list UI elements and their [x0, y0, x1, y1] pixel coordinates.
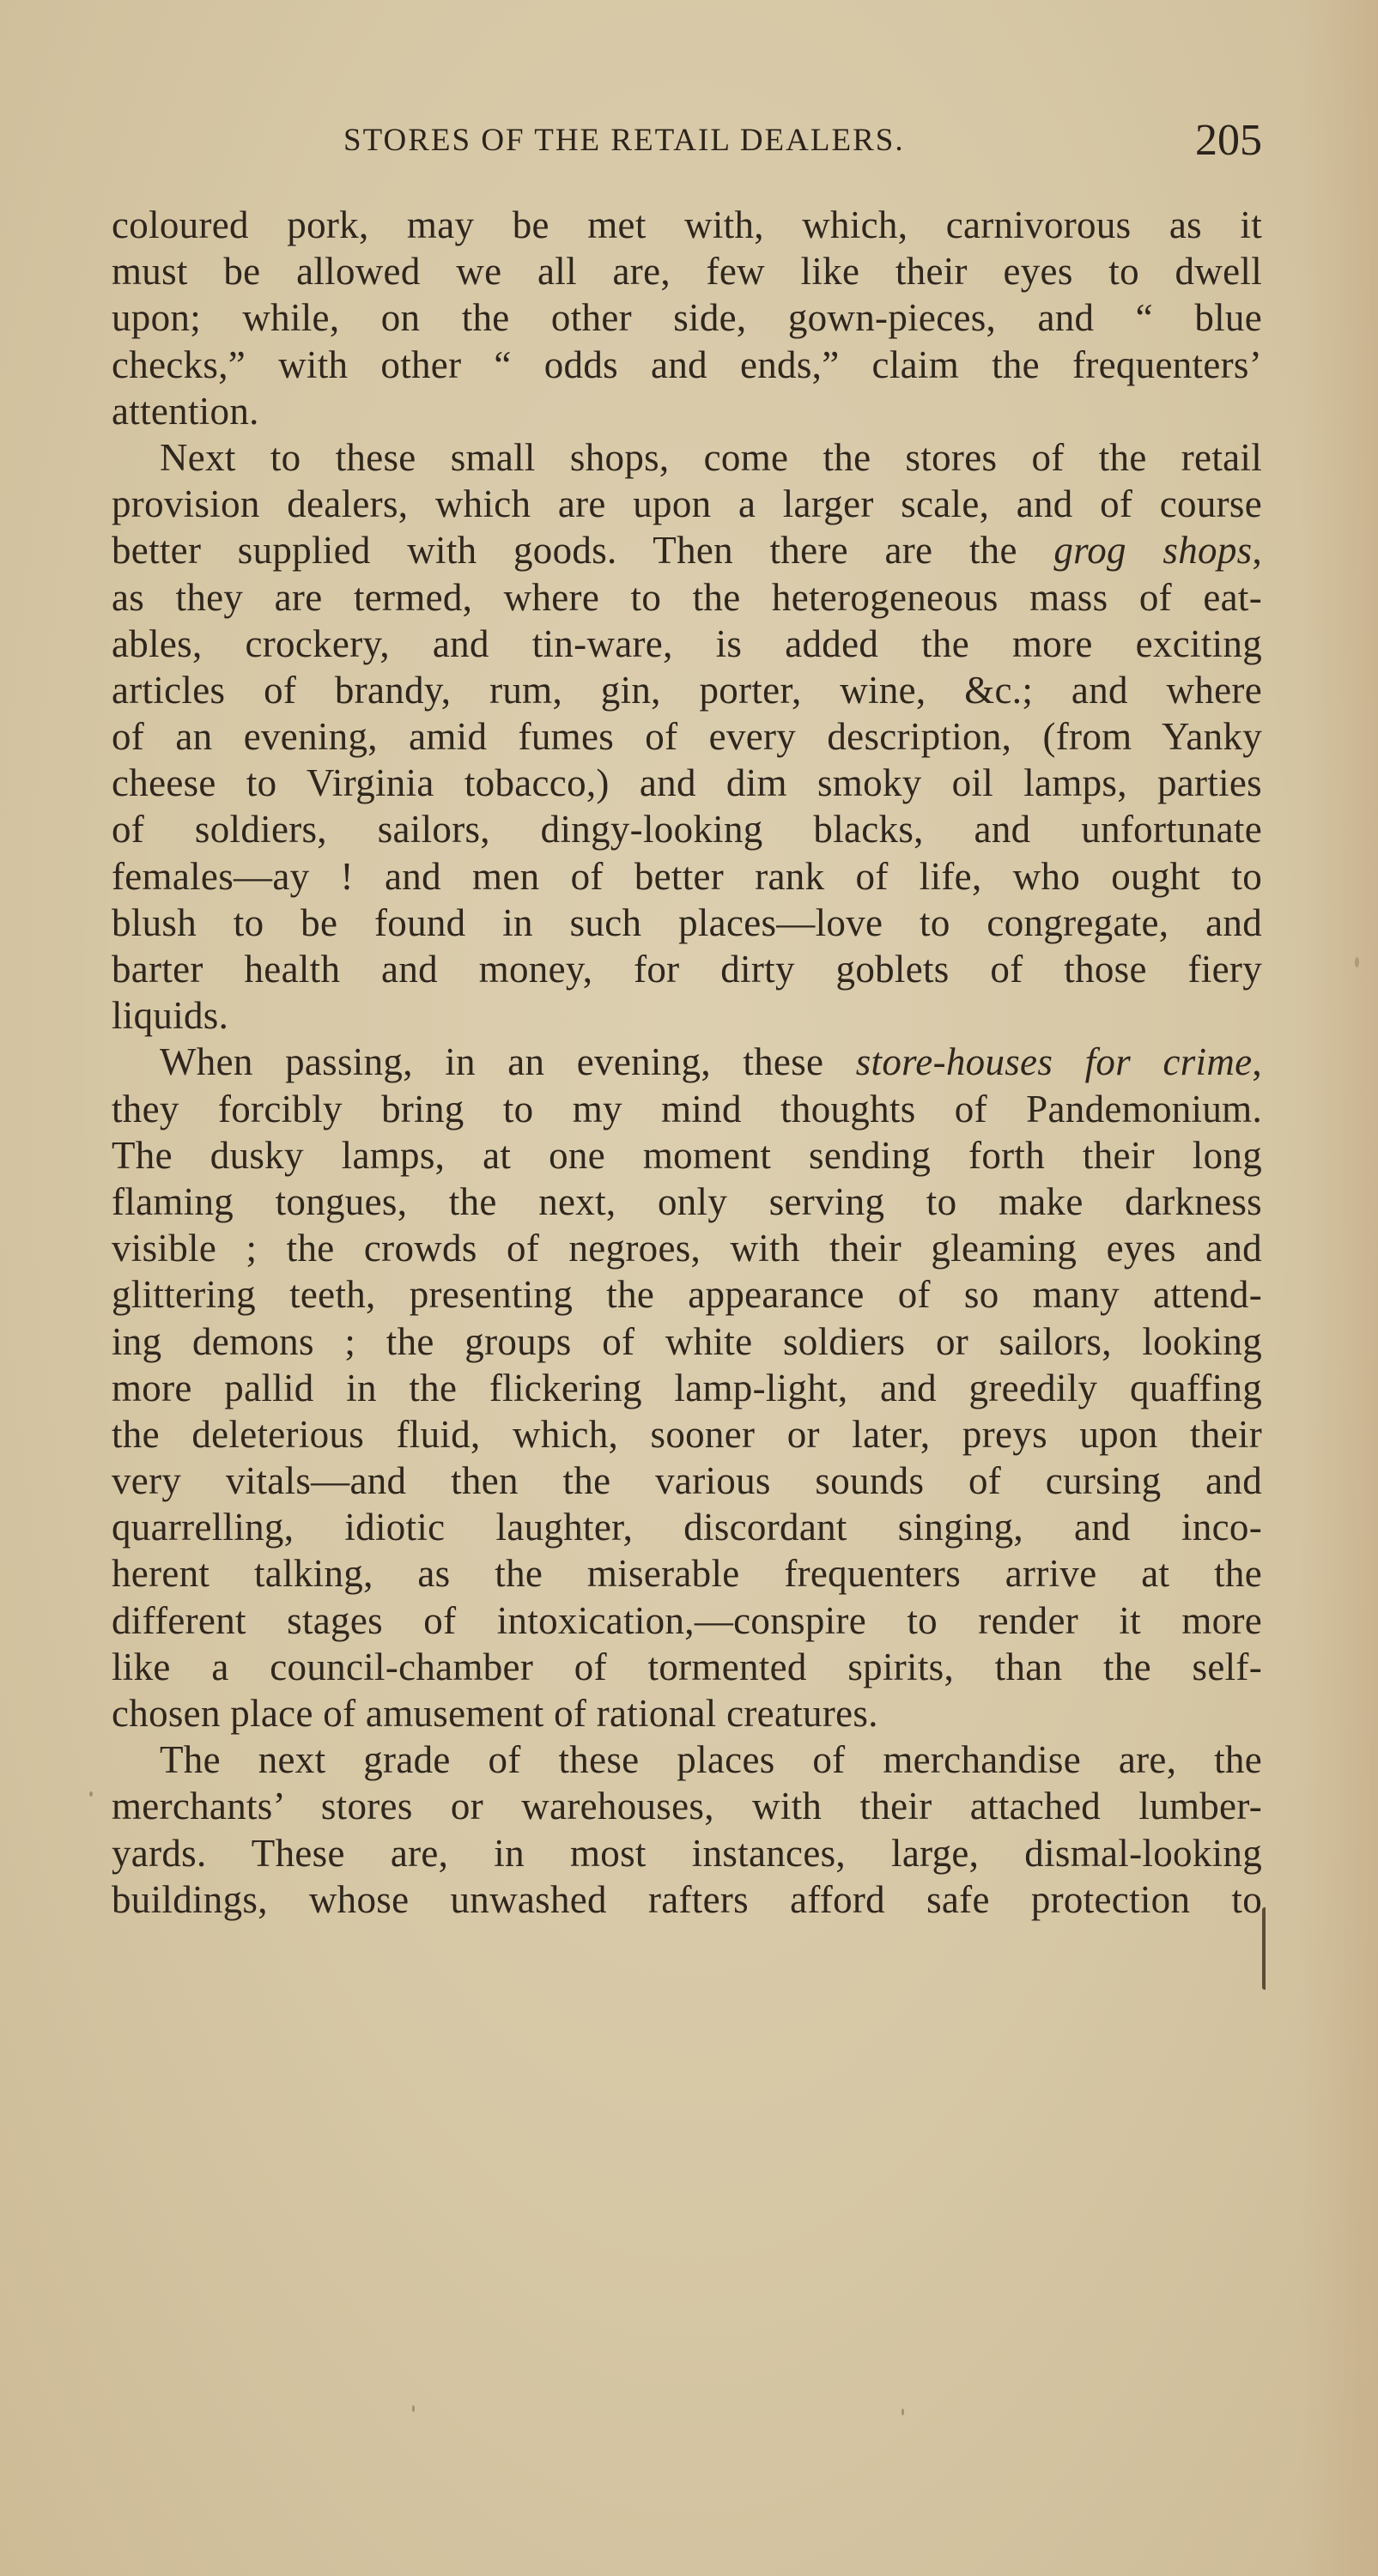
- text-line: they forcibly bring to my mind thoughts of Pandemonium.: [112, 1087, 1262, 1130]
- text-line: herent talking, as the miserable frequenters arrive at the: [112, 1552, 1262, 1596]
- text-line: cheese to Virginia tobacco,) and dim smoky oil lamps, parties: [112, 761, 1262, 805]
- text-line: coloured pork, may be met with, which, carnivorous as it: [112, 203, 1262, 246]
- text-line: articles of brandy, rum, gin, porter, wine, &c.; and where: [112, 668, 1262, 712]
- text-line: different stages of intoxication,—conspire to render it more: [112, 1598, 1262, 1642]
- paper-speck: [89, 1791, 93, 1797]
- text-line: ables, crockery, and tin-ware, is added the more exciting: [112, 621, 1262, 665]
- text-line: very vitals—and then the various sounds of cursing and: [112, 1459, 1262, 1503]
- text-line: glittering teeth, presenting the appearance of so many attend-: [112, 1273, 1262, 1317]
- text-line: visible ; the crowds of negroes, with their gleaming eyes and: [112, 1227, 1262, 1270]
- text-line: blush to be found in such places—love to congregate, and: [112, 900, 1262, 944]
- text-line: ing demons ; the groups of white soldiers or sailors, looking: [112, 1319, 1262, 1363]
- text-line: yards. These are, in most instances, large, dismal-looking: [112, 1831, 1262, 1875]
- running-head: [112, 116, 1262, 173]
- body-text: [112, 202, 1262, 1923]
- text-line: buildings, whose unwashed rafters afford safe protection to: [112, 1877, 1262, 1921]
- italic-phrase: store-houses for crime: [855, 1040, 1253, 1084]
- text-line: checks,” with other “ odds and ends,” claim the frequenters’: [112, 342, 1262, 386]
- text-line: quarrelling, idiotic laughter, discordant singing, and inco-: [112, 1506, 1262, 1549]
- text-line: females—ay ! and men of better rank of life, who ought to: [112, 854, 1262, 898]
- paragraph-start-line: Next to these small shops, come the stores of the retail: [160, 435, 1262, 479]
- italic-phrase: grog shops: [1053, 529, 1253, 573]
- text-line: as they are termed, where to the heterogeneous mass of eat-: [112, 575, 1262, 619]
- paragraph-start-line: The next grade of these places of merchandise are, the: [160, 1738, 1262, 1782]
- text-line: the deleterious fluid, which, sooner or later, preys upon their: [112, 1412, 1262, 1456]
- text-line: upon; while, on the other side, gown-pieces, and “ blue: [112, 296, 1262, 340]
- paper-speck: [901, 2409, 904, 2415]
- text-line: better supplied with goods. Then there are the grog shops,: [112, 529, 1262, 573]
- text-line: merchants’ stores or warehouses, with their attached lumber-: [112, 1785, 1262, 1828]
- margin-bracket-mark: [1262, 1907, 1271, 1990]
- text-line: must be allowed we all are, few like their eyes to dwell: [112, 250, 1262, 294]
- text-line: The dusky lamps, at one moment sending forth their long: [112, 1133, 1262, 1177]
- paragraph-end-line: chosen place of amusement of rational creatures.: [112, 1692, 878, 1735]
- text-line: barter health and money, for dirty goblets of those fiery: [112, 948, 1262, 991]
- paragraph-start-line: When passing, in an evening, these store-houses for crime,: [160, 1040, 1262, 1084]
- text-line: flaming tongues, the next, only serving to make darkness: [112, 1179, 1262, 1223]
- text-line: of an evening, amid fumes of every description, (from Yanky: [112, 715, 1262, 759]
- running-title: STORES OF THE RETAIL DEALERS.: [343, 123, 905, 158]
- paper-speck: [412, 2405, 415, 2412]
- text-line: like a council-chamber of tormented spirits, than the self-: [112, 1645, 1262, 1688]
- paragraph-end-line: attention.: [112, 389, 259, 433]
- page-number: 205: [1195, 116, 1262, 165]
- text-line: more pallid in the flickering lamp-light, and greedily quaffing: [112, 1366, 1262, 1409]
- text-line: provision dealers, which are upon a larger scale, and of course: [112, 482, 1262, 526]
- text-line: of soldiers, sailors, dingy-looking blacks, and unfortunate: [112, 808, 1262, 852]
- paper-speck: [1355, 957, 1359, 967]
- paragraph-end-line: liquids.: [112, 994, 229, 1038]
